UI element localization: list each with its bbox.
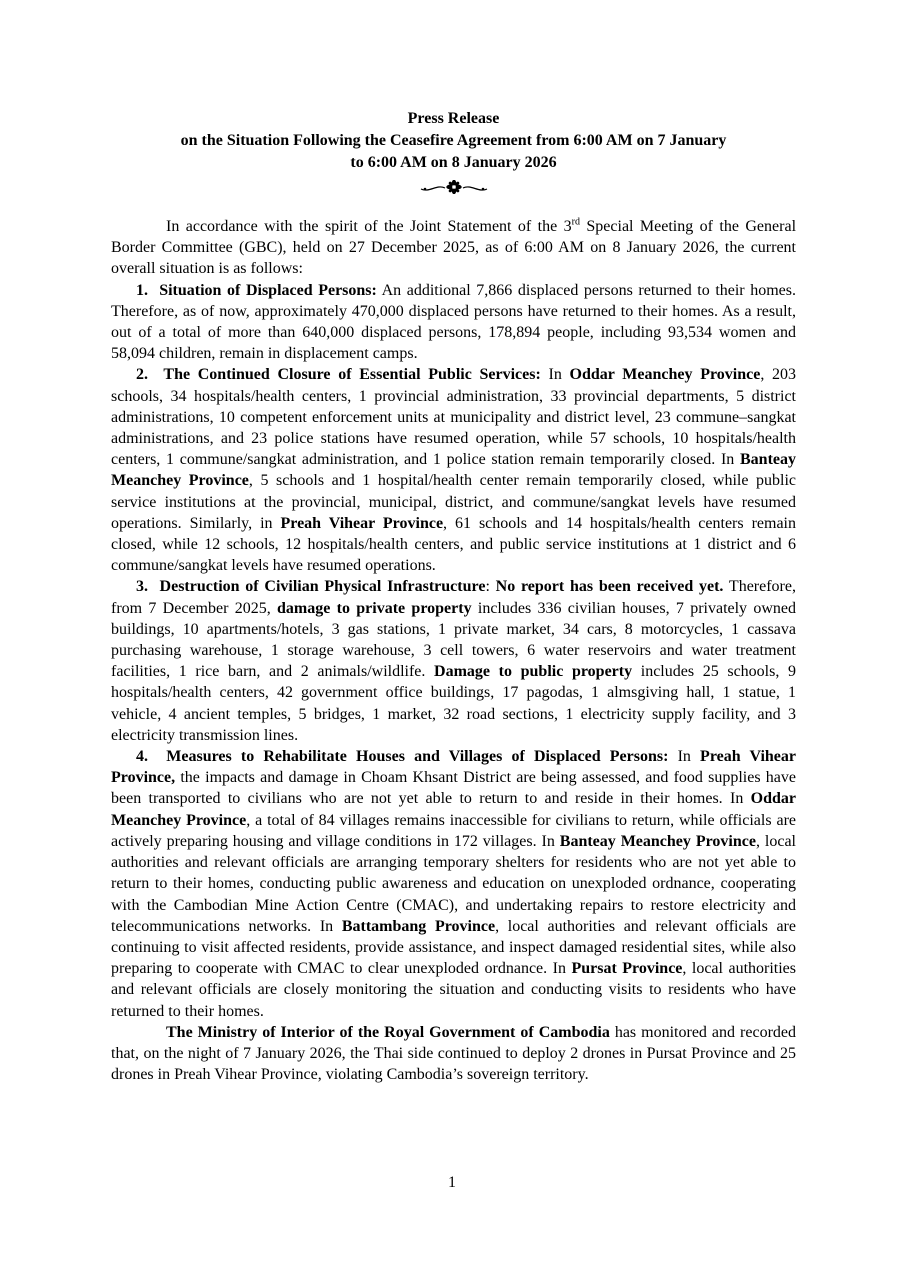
section-rehabilitation: 4. Measures to Rehabilitate Houses and Villages of Displaced Persons: In Preah Vihear Province, the impacts and damage in Choam Khsant District are being assessed, and food supplies have been transported to civilians who are not yet able to return to and reside in their homes. In Oddar Meanchey Province, a total of 84 villages remains inaccessible for civilians to return, while officials are actively preparing housing and village conditions in 172 villages. In Banteay Meanchey Province, local authorities and relevant officials are arranging temporary shelters for residents who are not yet able to return to their homes, conducting public awareness and education on unexploded ordnance, cooperating with the Cambodian Mine Action Centre (CMAC), and undertaking repairs to restore electricity and telecommunications networks. In Battambang Province, local authorities and relevant officials are continuing to visit affected residents, provide assistance, and inspect damaged residential sites, while also preparing to cooperate with CMAC to clear unexploded ordnance. In Pursat Province, local authorities and relevant officials are closely monitoring the situation and conducting visits to residents who have returned to their homes. xyxy=(111,748,797,1020)
document-body xyxy=(111,108,796,1085)
page-number: 1 xyxy=(448,1174,456,1191)
section-public-services: 2. The Continued Closure of Essential Public Services: In Oddar Meanchey Province, 203 schools, 34 hospitals/health centers, 1 provincial administration, 33 provincial departments, 5 district administrations, 10 competent enforcement units at municipality and district level, 23 commune–sangkat administrations, and 23 police stations have resumed operation, while 57 schools, 10 hospitals/health centers, 1 commune/sangkat administration, and 1 police station remain temporarily closed. In Banteay Meanchey Province, 5 schools and 1 hospital/health center remain temporarily closed, while public service institutions at the provincial, municipal, district, and commune/sangkat levels have resumed operations. Similarly, in Preah Vihear Province, 61 schools and 14 hospitals/health centers remain closed, while 12 schools, 12 hospitals/health centers, and public service institutions at 1 district and 6 commune/sangkat levels have resumed operations. xyxy=(111,366,797,575)
closing-paragraph: The Ministry of Interior of the Royal Government of Cambodia has monitored and recorded that, on the night of 7 January 2026, the Thai side continued to deploy 2 drones in Pursat Province and 25 drones in Preah Vihear Province, violating Cambodia’s sovereign territory. xyxy=(111,1023,797,1084)
section-displaced-persons: 1. Situation of Displaced Persons: An additional 7,866 displaced persons returned to their homes. Therefore, as of now, approximately 470,000 displaced persons have returned to their homes. As a result, out of a total of more than 640,000 displaced persons, 178,894 people, including 93,534 women and 58,094 children, remain in displacement camps. xyxy=(111,281,797,363)
title-line-2: on the Situation Following the Ceasefire Agreement from 6:00 AM on 7 January xyxy=(180,132,727,149)
title-line-3: to 6:00 AM on 8 January 2026 xyxy=(350,154,557,171)
section-heading: Measures to Rehabilitate Houses and Villages of Displaced Persons: xyxy=(166,748,669,766)
section-infrastructure: 3. Destruction of Civilian Physical Infrastructure: No report has been received yet. Therefore, from 7 December 2025, damage to private property includes 336 civilian houses, 7 privately owned buildings, 10 apartments/hotels, 3 gas stations, 1 private market, 34 cars, 8 motorcycles, 1 cassava purchasing warehouse, 1 storage warehouse, 3 cell towers, 6 water reservoirs and water treatment facilities, 1 rice barn, and 2 animals/wildlife. Damage to public property includes 25 schools, 9 hospitals/health centers, 42 government office buildings, 17 pagodas, 1 almsgiving hall, 1 statue, 1 vehicle, 4 ancient temples, 5 bridges, 1 market, 32 road sections, 1 electricity supply facility, and 3 electricity transmission lines. xyxy=(111,578,797,744)
title-line-1: Press Release xyxy=(407,110,500,127)
document-title xyxy=(111,108,796,174)
section-heading: Situation of Displaced Persons: xyxy=(159,281,377,299)
section-heading: The Continued Closure of Essential Public Services: xyxy=(163,366,541,384)
floral-ornament-icon xyxy=(419,180,489,194)
section-heading: Destruction of Civilian Physical Infrastructure xyxy=(159,578,486,596)
intro-paragraph: In accordance with the spirit of the Joint Statement of the 3rd Special Meeting of the General Border Committee (GBC), held on 27 December 2025, as of 6:00 AM on 8 January 2026, the current overall situation is as follows: xyxy=(111,216,797,278)
